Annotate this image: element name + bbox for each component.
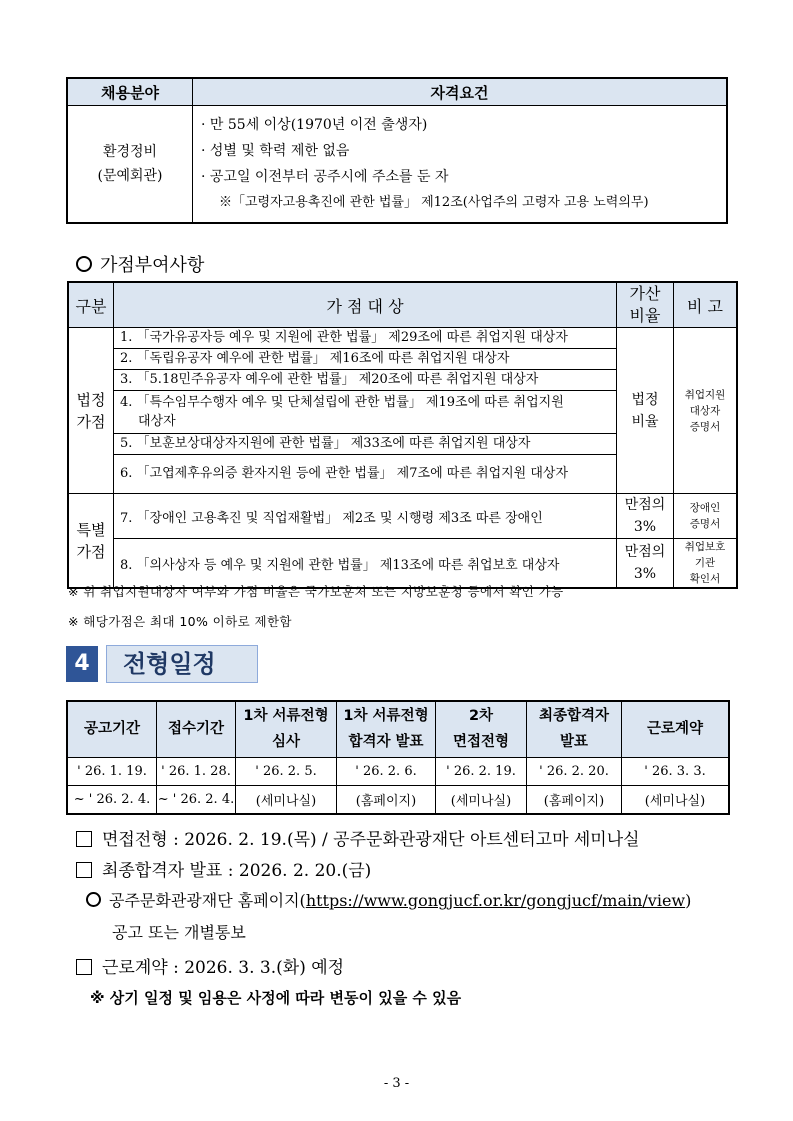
header-rate-line1: 가산 bbox=[629, 284, 661, 303]
legal-note-line: 증명서 bbox=[689, 420, 721, 433]
header-rate bbox=[617, 282, 674, 328]
schedule-table bbox=[66, 700, 730, 815]
schedule-header-line: 접수기간 bbox=[167, 721, 225, 738]
legal-note-line: 대상자 bbox=[689, 404, 721, 417]
schedule-header-line: 발표 bbox=[559, 734, 588, 751]
contract-text: 근로계약 : 2026. 3. 3.(화) 예정 bbox=[102, 958, 345, 978]
schedule-row-places bbox=[67, 785, 729, 814]
interview-text: 면접전형 : 2026. 2. 19.(목) / 공주문화관광재단 아트센터고마 세미나실 bbox=[102, 830, 640, 850]
legal-item: 2. 「독립유공자 예우에 관한 법률」 제16조에 따른 취업지원 대상자 bbox=[114, 349, 616, 370]
legal-item: 6. 「고엽제후유의증 환자지원 등에 관한 법률」 제7조에 따른 취업지원 대상자 bbox=[120, 466, 569, 481]
legal-category bbox=[68, 328, 114, 494]
bonus-table bbox=[67, 281, 738, 589]
homepage-suffix: ) bbox=[685, 891, 692, 910]
circle-bullet-icon bbox=[86, 892, 101, 907]
legal-category-line2: 가점 bbox=[76, 412, 106, 431]
schedule-cell: (세미나실) bbox=[622, 785, 730, 814]
item8-rate bbox=[617, 539, 674, 589]
schedule-header-line: 1차 서류전형 bbox=[343, 708, 429, 725]
eligibility-table bbox=[66, 77, 728, 224]
header-rate-line2: 비율 bbox=[629, 306, 661, 325]
item7-rate-line2: 3% bbox=[633, 519, 657, 535]
schedule-cell: ' 26. 1. 28. bbox=[157, 757, 236, 785]
header-target: 가 점 대 상 bbox=[114, 282, 617, 328]
item7-note-line: 증명서 bbox=[689, 518, 721, 530]
legal-item-4 bbox=[114, 391, 616, 434]
schedule-cell: ~ ' 26. 2. 4. bbox=[67, 785, 157, 814]
item7-note bbox=[674, 494, 738, 539]
legal-category-line1: 법정 bbox=[76, 390, 106, 409]
final-text: 최종합격자 발표 : 2026. 2. 20.(금) bbox=[102, 861, 372, 881]
requirement-item: · 공고일 이전부터 공주시에 주소를 둔 자 bbox=[201, 169, 449, 185]
schedule-header-line: 면접전형 bbox=[452, 734, 510, 751]
schedule-header-line: 합격자 발표 bbox=[348, 734, 424, 751]
schedule-header-row bbox=[67, 701, 729, 757]
footnote-verification: ※ 위 취업지원대상자 여부와 가점 비율은 국가보훈처 또는 지방보훈청 등에서 확인 가능 bbox=[68, 584, 564, 599]
item8-note-line: 기관 bbox=[694, 557, 716, 569]
footnote-limit: ※ 해당가점은 최대 10% 이하로 제한함 bbox=[68, 614, 292, 629]
schedule-header-line: 최종합격자 bbox=[538, 708, 610, 725]
header-category: 구분 bbox=[68, 282, 114, 328]
schedule-header bbox=[622, 701, 730, 757]
checkbox-square-icon bbox=[76, 831, 92, 847]
bonus-heading bbox=[76, 251, 204, 277]
checkbox-square-icon bbox=[76, 862, 92, 878]
schedule-header bbox=[436, 701, 527, 757]
requirement-item: · 만 55세 이상(1970년 이전 출생자) bbox=[201, 117, 428, 133]
header-requirements: 자격요건 bbox=[193, 78, 728, 106]
requirements-cell bbox=[193, 106, 728, 224]
schedule-cell: (홈페이지) bbox=[527, 785, 622, 814]
item8-rate-line1: 만점의 bbox=[624, 544, 666, 560]
schedule-cell: ' 26. 2. 6. bbox=[337, 757, 436, 785]
schedule-cell: ' 26. 3. 3. bbox=[622, 757, 730, 785]
section-title: 전형일정 bbox=[106, 645, 258, 683]
schedule-header bbox=[236, 701, 337, 757]
schedule-header bbox=[337, 701, 436, 757]
schedule-cell: ~ ' 26. 2. 4. bbox=[157, 785, 236, 814]
page-number: - 3 - bbox=[383, 1076, 410, 1091]
legal-note bbox=[674, 328, 738, 494]
legal-item: 1. 「국가유공자등 예우 및 지원에 관한 법률」 제29조에 따른 취업지원 대상자 bbox=[114, 328, 616, 349]
item8-note-line: 확인서 bbox=[689, 573, 721, 585]
schedule-header-line: 2차 bbox=[468, 708, 494, 725]
homepage-line bbox=[86, 888, 691, 911]
schedule-header-line: 심사 bbox=[271, 734, 300, 751]
schedule-cell: (세미나실) bbox=[236, 785, 337, 814]
legal-note-line: 취업지원 bbox=[684, 388, 726, 401]
interview-line bbox=[76, 825, 640, 850]
checkbox-square-icon bbox=[76, 959, 92, 975]
homepage-link[interactable]: https://www.gongjucf.or.kr/gongjucf/main/view bbox=[305, 891, 686, 910]
legal-item-4-line2: 대상자 bbox=[138, 414, 176, 429]
requirement-note: ※「고령자고용촉진에 관한 법률」 제12조(사업주의 고령자 고용 노력의무) bbox=[219, 195, 649, 210]
legal-rate-line2: 비율 bbox=[631, 413, 659, 430]
circle-bullet-icon bbox=[76, 256, 92, 272]
special-category-line2: 가점 bbox=[76, 542, 106, 561]
schedule-row-dates bbox=[67, 757, 729, 785]
final-line bbox=[76, 856, 371, 881]
legal-rate-line1: 법정 bbox=[631, 391, 659, 408]
header-note: 비 고 bbox=[674, 282, 738, 328]
legal-items-cell bbox=[114, 328, 617, 494]
special-item-7: 7. 「장애인 고용촉진 및 직업재활법」 제2조 및 시행령 제3조 따른 장애인 bbox=[114, 494, 617, 539]
schedule-header bbox=[67, 701, 157, 757]
legal-item: 5. 「보훈보상대상자지원에 관한 법률」 제33조에 따른 취업지원 대상자 bbox=[114, 434, 616, 455]
special-category-line1: 특별 bbox=[76, 520, 106, 539]
field-cell bbox=[67, 106, 193, 224]
schedule-header bbox=[527, 701, 622, 757]
legal-item-4-line1: 4. 「특수임무수행자 예우 및 단체설립에 관한 법률」 제19조에 따른 취업지원 bbox=[120, 395, 564, 410]
notice-line: 공고 또는 개별통보 bbox=[112, 923, 246, 942]
schedule-header-line: 공고기간 bbox=[83, 721, 141, 738]
schedule-cell: (홈페이지) bbox=[337, 785, 436, 814]
special-category bbox=[68, 494, 114, 589]
schedule-cell: ' 26. 2. 20. bbox=[527, 757, 622, 785]
field-venue: (문예회관) bbox=[97, 168, 163, 184]
special-item-8: 8. 「의사상자 등 예우 및 지원에 관한 법률」 제13조에 따른 취업보호 대상자 bbox=[114, 539, 617, 589]
legal-rate bbox=[617, 328, 674, 494]
item7-rate-line1: 만점의 bbox=[624, 497, 666, 513]
schedule-header bbox=[157, 701, 236, 757]
section-number: 4 bbox=[66, 646, 98, 682]
item8-note bbox=[674, 539, 738, 589]
header-field: 채용분야 bbox=[67, 78, 193, 106]
schedule-cell: ' 26. 2. 5. bbox=[236, 757, 337, 785]
schedule-cell: (세미나실) bbox=[436, 785, 527, 814]
requirement-item: · 성별 및 학력 제한 없음 bbox=[201, 143, 350, 159]
field-name: 환경정비 bbox=[102, 144, 158, 160]
schedule-warning: ※ 상기 일정 및 임용은 사정에 따라 변동이 있을 수 있음 bbox=[90, 989, 462, 1007]
item7-rate bbox=[617, 494, 674, 539]
item8-rate-line2: 3% bbox=[633, 566, 657, 582]
homepage-prefix: 공주문화관광재단 홈페이지( bbox=[109, 891, 306, 910]
contract-line bbox=[76, 953, 344, 978]
item7-note-line: 장애인 bbox=[689, 502, 721, 514]
schedule-cell: ' 26. 1. 19. bbox=[67, 757, 157, 785]
item8-note-line: 취업보호 bbox=[684, 541, 726, 553]
bonus-heading-text: 가점부여사항 bbox=[100, 255, 205, 276]
schedule-cell: ' 26. 2. 19. bbox=[436, 757, 527, 785]
schedule-header-line: 근로계약 bbox=[646, 721, 704, 738]
legal-item: 3. 「5.18민주유공자 예우에 관한 법률」 제20조에 따른 취업지원 대상자 bbox=[114, 370, 616, 391]
schedule-header-line: 1차 서류전형 bbox=[243, 708, 329, 725]
